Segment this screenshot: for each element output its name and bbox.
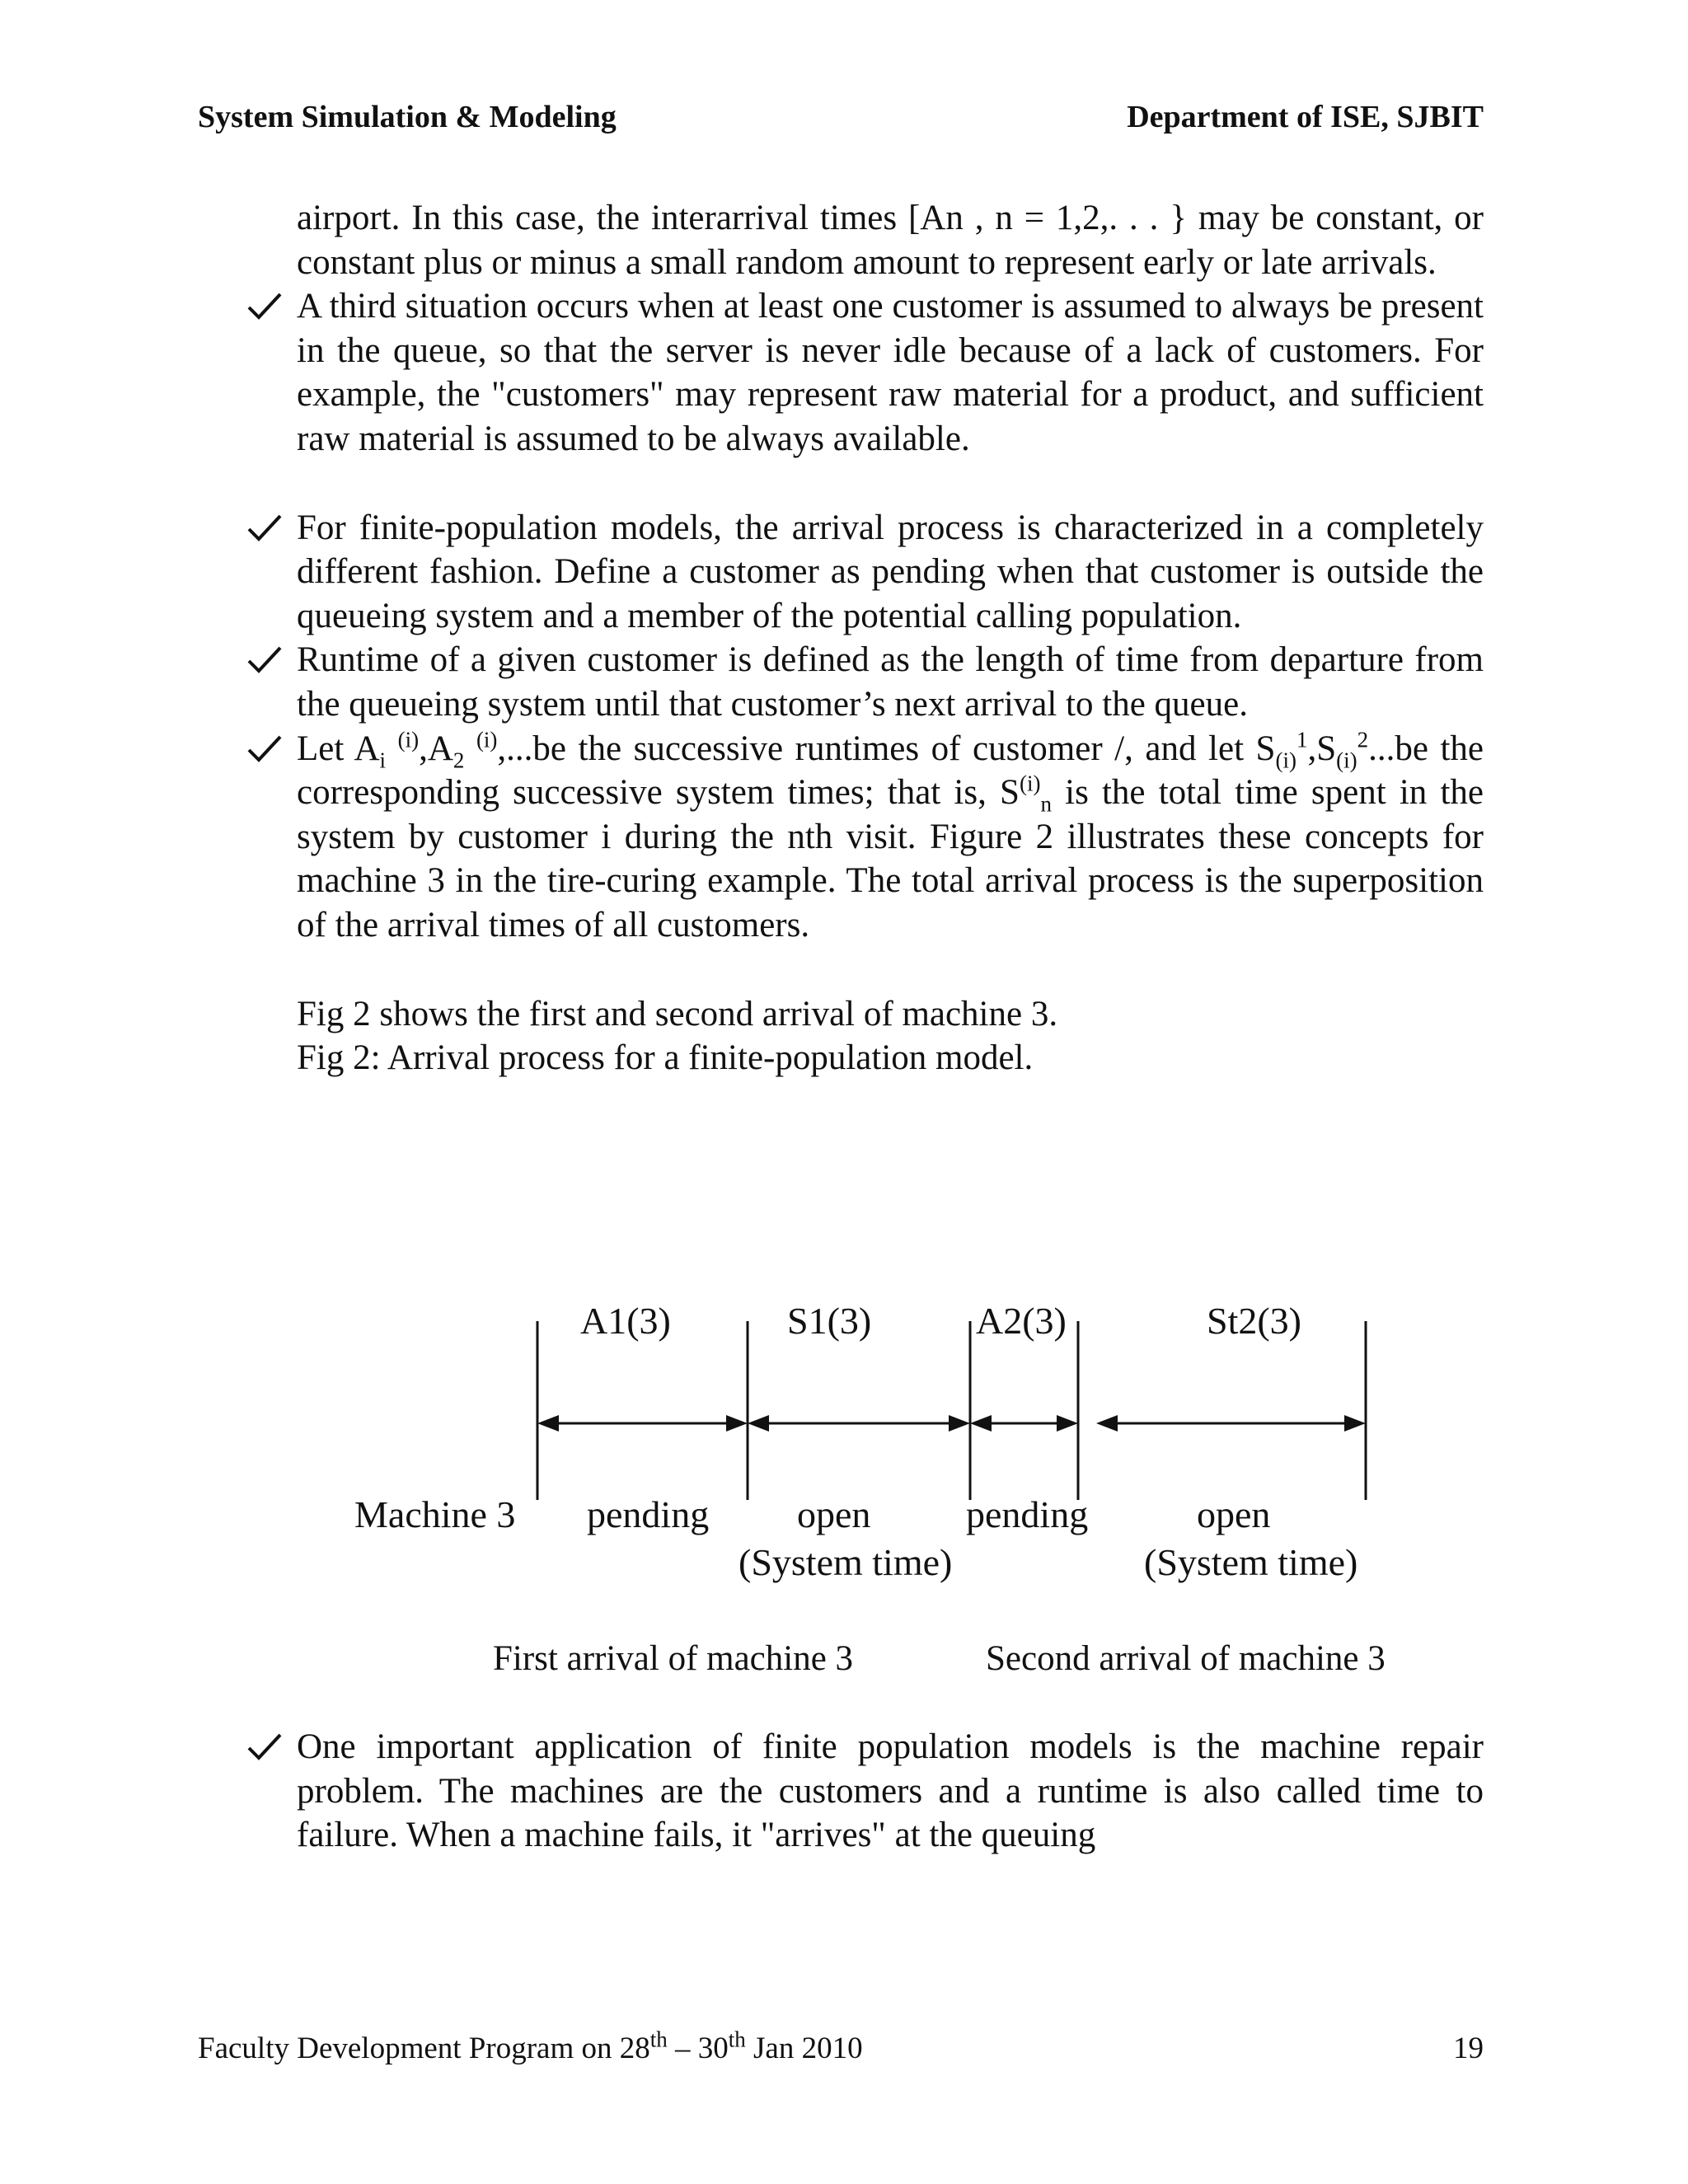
arrowhead: [1096, 1415, 1118, 1432]
checkmark-icon: [246, 284, 284, 329]
bullet-runtime: Runtime of a given customer is defined as the length of time from departure from the queueing system until that customer’s next arrival to the queue.: [297, 640, 1484, 724]
checkmark-icon: [246, 727, 284, 771]
figure-title: Fig 2: Arrival process for a finite-population model.: [297, 1038, 1034, 1078]
state-system-2: (System time): [1144, 1541, 1358, 1583]
checkmark-icon: [246, 1725, 284, 1769]
arrowhead: [970, 1415, 992, 1432]
arrowhead: [1057, 1415, 1078, 1432]
list-item: [198, 506, 1484, 639]
bullet-third-situation: A third situation occurs when at least one customer is assumed to always be present in the queue, so that the server is never idle because of a lack of customers. For example, the "customers" may represent raw material for a product, and sufficient raw material is assumed to be always available.: [297, 287, 1484, 458]
page-number: 19: [1453, 2032, 1484, 2065]
figure-reference: Fig 2 shows the first and second arrival of machine 3.: [297, 994, 1058, 1033]
list-item: [198, 1725, 1484, 1858]
state-open-1: open: [797, 1493, 871, 1535]
bullet-finite-population: For finite-population models, the arrival process is characterized in a completely different fashion. Define a customer as pending when that customer is outside the queueing system and a member of the potential calling population.: [297, 508, 1484, 635]
label-a1: A1(3): [580, 1300, 671, 1342]
state-system-1: (System time): [738, 1541, 953, 1583]
label-a2: A2(3): [976, 1300, 1067, 1342]
header-department: Department of ISE, SJBIT: [1127, 100, 1484, 134]
footer-program: Faculty Development Program on 28th – 30th Jan 2010: [198, 2027, 863, 2065]
body-text-continued: [198, 1725, 1484, 1858]
checkmark-icon: [246, 638, 284, 682]
arrival-process-diagram: [0, 1273, 1688, 1702]
arrowhead: [949, 1415, 970, 1432]
caption-second-arrival: Second arrival of machine 3: [986, 1639, 1386, 1678]
bullet-successive-runtimes: Let $A_i$ $^{(i)},A_2$ $^{(i)}$,...be the successive runtimes of customer /, and let $S_{(i)}^1,S_{(i)}^2...be$ the corresponding successive system times; that is, $S^{(i)}_n$ is the total time spent in the system by customer i during the nth visit. Figure 2 illustrates these concepts for machine 3 in the tire-curing example. The total arrival process is the superposition of the arrival times of all customers.: [297, 727, 1484, 944]
label-st2: St2(3): [1207, 1300, 1301, 1342]
state-open-2: open: [1197, 1493, 1271, 1535]
state-pending-2: pending: [966, 1493, 1089, 1535]
label-s1: S1(3): [787, 1300, 872, 1342]
arrowhead: [537, 1415, 559, 1432]
list-item: [198, 284, 1484, 461]
bullet-machine-repair: One important application of finite population models is the machine repair problem. The machines are the customers and a runtime is also called time to failure. When a machine fails, it "arrives" at the queuing: [297, 1727, 1484, 1855]
page-header: [198, 99, 1484, 140]
checkmark-icon: [246, 506, 284, 551]
arrowhead: [1344, 1415, 1366, 1432]
machine-label: Machine 3: [354, 1493, 516, 1535]
caption-first-arrival: First arrival of machine 3: [493, 1639, 854, 1678]
body-text: [198, 196, 1484, 1080]
arrowhead: [748, 1415, 769, 1432]
page-footer: [198, 2027, 1484, 2066]
list-item: [198, 727, 1484, 948]
header-title: System Simulation & Modeling: [198, 100, 617, 134]
list-item: [198, 638, 1484, 726]
state-pending-1: pending: [587, 1493, 710, 1535]
paragraph-airport: airport. In this case, the interarrival times [An , n = 1,2,. . . } may be constant, or constant plus or minus a small random amount to represent early or late arrivals.: [297, 199, 1484, 282]
arrowhead: [726, 1415, 748, 1432]
